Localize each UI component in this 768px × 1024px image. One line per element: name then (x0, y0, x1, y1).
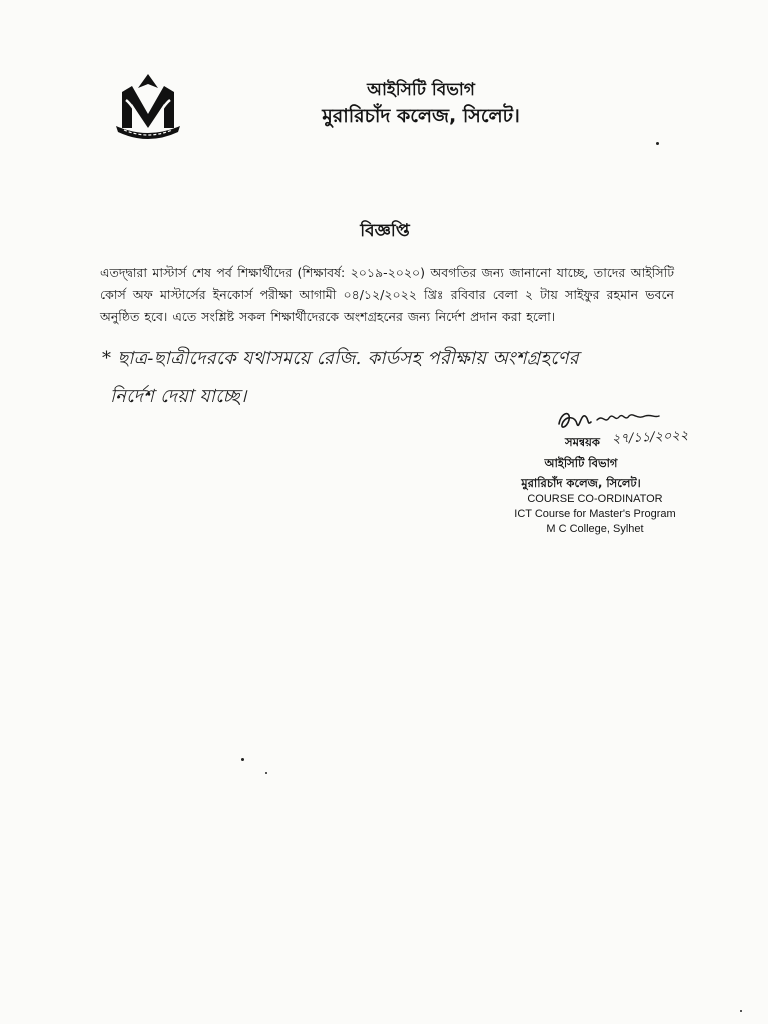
letterhead (256, 78, 586, 130)
notice-title: বিজ্ঞপ্তি (360, 221, 410, 241)
scan-speck (241, 758, 244, 761)
scan-speck (265, 772, 267, 774)
signature-stamp-english (500, 492, 690, 537)
college-name: মুরারিচাঁদ কলেজ, সিলেট। (322, 105, 520, 127)
signature-date: ২৭/১১/২০২২ (611, 428, 689, 447)
notice-body: এতদ্দ্বারা মাস্টার্স শেষ পর্ব শিক্ষার্থীদের (শিক্ষাবর্ষ: ২০১৯-২০২০) অবগতির জন্য জানানো যাচ্ছে, তাদের আইসিটি কোর্স অফ মাস্টার্সের ইনকোর্স পরীক্ষা আগামী ০৪/১২/২০২২ খ্রিঃ রবিবার বেলা ২ টায় সাইফুর রহমান ভবনে অনুষ্ঠিত হবে। এতে সংশ্লিষ্ট সকল শিক্ষার্থীদেরকে অংশগ্রহনের জন্য নির্দেশ প্রদান করা হলো। (100, 265, 674, 324)
stamp-coordinator: COURSE CO-ORDINATOR (527, 493, 663, 505)
stamp-college: M C College, Sylhet (546, 523, 644, 535)
scan-speck (740, 1010, 742, 1012)
handwritten-line-1: * ছাত্র-ছাত্রীদেরকে যথাসময়ে রেজি. কার্ডসহ পরীক্ষায় অংশগ্রহণের (102, 348, 579, 369)
signature-department: আইসিটি বিভাগ (544, 456, 618, 470)
signature-college: মুরারিচাঁদ কলেজ, সিলেট। (521, 476, 641, 490)
handwritten-line-2: নির্দেশ দেয়া যাচ্ছে। (110, 386, 247, 407)
signature-block-bangla (506, 453, 656, 493)
coordinator-title: সমন্বয়ক (565, 435, 600, 449)
college-logo (112, 70, 184, 140)
scan-speck (656, 142, 659, 145)
department-name: আইসিটি বিভাগ (367, 80, 475, 100)
stamp-program: ICT Course for Master's Program (514, 508, 676, 520)
